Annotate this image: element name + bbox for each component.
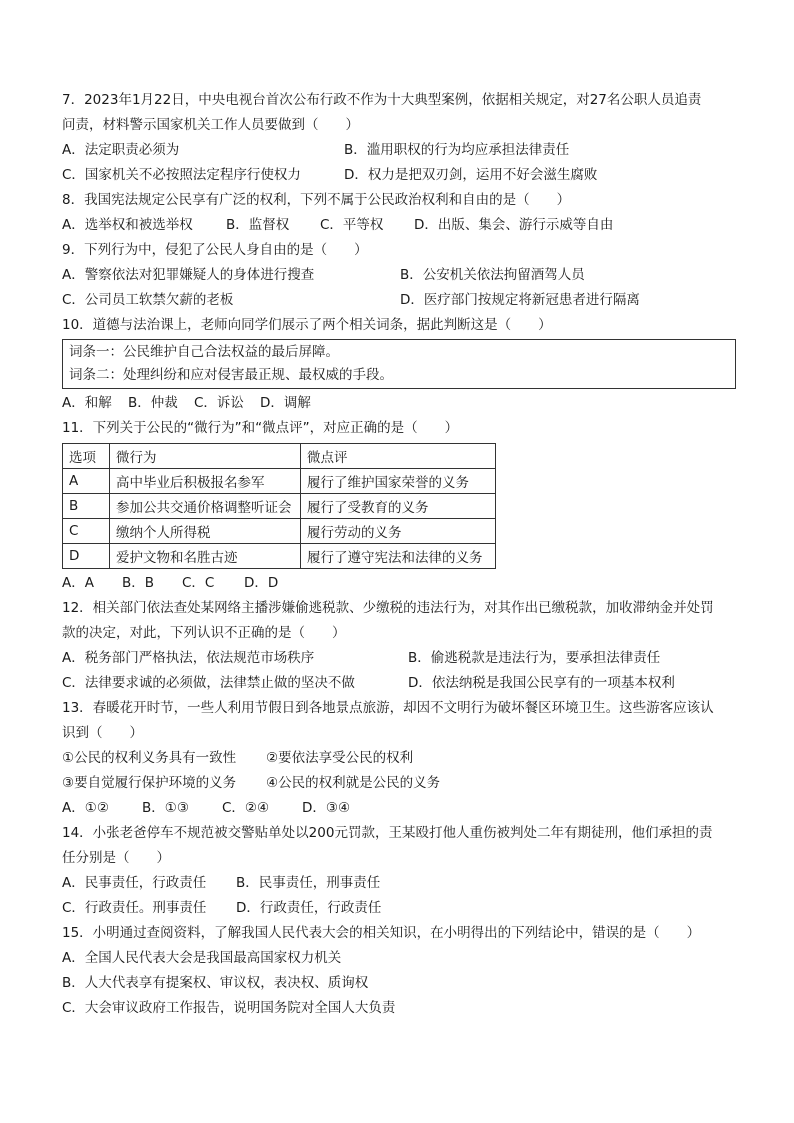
definition-entry: 词条一：公民维护自己合法权益的最后屏障。 <box>69 344 339 360</box>
option-c: C．平等权 <box>320 217 384 233</box>
option-row <box>62 391 742 416</box>
option-b: B．滥用职权的行为均应承担法律责任 <box>344 142 570 158</box>
statement-row <box>62 746 742 771</box>
question-stem: 10．道德与法治课上，老师向同学们展示了两个相关词条，据此判断这是（ ） <box>62 317 552 333</box>
statement-2: ②要依法享受公民的权利 <box>266 750 414 766</box>
table-cell: A <box>63 469 110 494</box>
table-row <box>63 494 496 519</box>
option-b: B．民事责任，刑事责任 <box>236 875 381 891</box>
option-c: C．法律要求诚的必须做，法律禁止做的坚决不做 <box>62 675 355 691</box>
option-c: C．②④ <box>222 800 270 816</box>
option-a: A．民事责任，行政责任 <box>62 875 207 891</box>
question-stem: 9．下列行为中，侵犯了公民人身自由的是（ ） <box>62 242 368 258</box>
table-cell: B <box>63 494 110 519</box>
option-a: A．A <box>62 575 94 591</box>
table-cell: 高中毕业后积极报名参军 <box>110 469 301 494</box>
question-stem: 识到（ ） <box>62 725 143 741</box>
option-d: D．医疗部门按规定将新冠患者进行隔离 <box>400 292 640 308</box>
statement-4: ④公民的权利就是公民的义务 <box>266 775 441 791</box>
table-row <box>63 519 496 544</box>
statement-1: ①公民的权利义务具有一致性 <box>62 750 237 766</box>
question-stem: 8．我国宪法规定公民享有广泛的权利，下列不属于公民政治权利和自由的是（ ） <box>62 192 571 208</box>
option-b: B．①③ <box>142 800 189 816</box>
option-row <box>62 571 742 596</box>
option-row <box>62 288 742 313</box>
option-a: A．法定职责必须为 <box>62 142 180 158</box>
table-cell: 履行了遵守宪法和法律的义务 <box>301 544 496 569</box>
option-b: B．仲裁 <box>128 395 178 411</box>
option-b: B．公安机关依法拘留酒驾人员 <box>400 267 585 283</box>
question-13 <box>62 696 742 821</box>
question-14 <box>62 821 742 921</box>
question-stem: 任分别是（ ） <box>62 850 170 866</box>
option-d: D．调解 <box>260 395 311 411</box>
option-c: C．国家机关不必按照法定程序行使权力 <box>62 167 301 183</box>
table-cell: 参加公共交通价格调整听证会 <box>110 494 301 519</box>
option-a: A．和解 <box>62 395 112 411</box>
option-c: C．大会审议政府工作报告，说明国务院对全国人大负责 <box>62 1000 396 1016</box>
table-cell: 履行了维护国家荣誉的义务 <box>301 469 496 494</box>
table-header-row <box>63 444 496 469</box>
question-12 <box>62 596 742 696</box>
question-stem: 15．小明通过查阅资料，了解我国人民代表大会的相关知识，在小明得出的下列结论中，错误的是（ ） <box>62 925 701 941</box>
question-stem: 款的决定，对此，下列认识不正确的是（ ） <box>62 625 346 641</box>
table-header: 微点评 <box>301 444 496 469</box>
option-d: D．出版、集会、游行示威等自由 <box>414 217 614 233</box>
option-row <box>62 263 742 288</box>
comparison-table <box>62 443 496 569</box>
option-c: C．诉讼 <box>194 395 244 411</box>
question-8 <box>62 188 742 238</box>
statement-3: ③要自觉履行保护环境的义务 <box>62 775 237 791</box>
question-7 <box>62 88 742 188</box>
option-row <box>62 646 742 671</box>
question-stem: 12．相关部门依法查处某网络主播涉嫌偷逃税款、少缴税的违法行为，对其作出已缴税款，加收滞纳金并处罚 <box>62 600 714 616</box>
question-stem: 11．下列关于公民的“微行为”和“微点评”，对应正确的是（ ） <box>62 420 459 436</box>
option-c: C．行政责任。刑事责任 <box>62 900 207 916</box>
option-row <box>62 796 742 821</box>
table-header: 选项 <box>63 444 110 469</box>
question-10 <box>62 313 742 416</box>
option-a: A．警察依法对犯罪嫌疑人的身体进行搜查 <box>62 267 315 283</box>
question-stem: 13．春暖花开时节，一些人利用节假日到各地景点旅游，却因不文明行为破坏餐区环境卫生。这些游客应该认 <box>62 700 714 716</box>
option-d: D．③④ <box>302 800 351 816</box>
question-stem: 14．小张老爸停车不规范被交警贴单处以200元罚款，王某殴打他人重伤被判处二年有期徒刑，他们承担的责 <box>62 825 713 841</box>
option-a: A．选举权和被选举权 <box>62 217 193 233</box>
question-15 <box>62 921 742 1021</box>
option-b: B．人大代表享有提案权、审议权，表决权、质询权 <box>62 975 369 991</box>
option-b: B．偷逃税款是违法行为，要承担法律责任 <box>408 650 661 666</box>
option-row <box>62 671 742 696</box>
option-d: D．行政责任，行政责任 <box>236 900 382 916</box>
definition-box <box>62 339 736 389</box>
option-c: C．公司员工软禁欠薪的老板 <box>62 292 234 308</box>
question-stem: 7．2023年1月22日，中央电视台首次公布行政不作为十大典型案例，依据相关规定，对27名公职人员追责 <box>62 92 702 108</box>
option-b: B．B <box>122 575 155 591</box>
question-11 <box>62 416 742 596</box>
question-9 <box>62 238 742 313</box>
table-cell: C <box>63 519 110 544</box>
table-cell: 爱护文物和名胜古迹 <box>110 544 301 569</box>
option-b: B．监督权 <box>226 217 290 233</box>
table-header: 微行为 <box>110 444 301 469</box>
exam-page <box>62 88 742 1021</box>
table-cell: D <box>63 544 110 569</box>
statement-row <box>62 771 742 796</box>
option-row <box>62 163 742 188</box>
option-row <box>62 138 742 163</box>
table-row <box>63 544 496 569</box>
table-cell: 缴纳个人所得税 <box>110 519 301 544</box>
option-a: A．全国人民代表大会是我国最高国家权力机关 <box>62 950 342 966</box>
option-row <box>62 871 742 896</box>
option-d: D．权力是把双刃剑，运用不好会滋生腐败 <box>344 167 598 183</box>
option-row <box>62 213 742 238</box>
option-a: A．①② <box>62 800 109 816</box>
table-cell: 履行劳动的义务 <box>301 519 496 544</box>
option-a: A．税务部门严格执法，依法规范市场秩序 <box>62 650 315 666</box>
question-stem: 问责，材料警示国家机关工作人员要做到（ ） <box>62 117 359 133</box>
table-row <box>63 469 496 494</box>
option-d: D．D <box>244 575 279 591</box>
option-d: D．依法纳税是我国公民享有的一项基本权利 <box>408 675 675 691</box>
option-c: C．C <box>182 575 215 591</box>
table-cell: 履行了受教育的义务 <box>301 494 496 519</box>
option-row <box>62 896 742 921</box>
definition-entry: 词条二：处理纠纷和应对侵害最正规、最权威的手段。 <box>69 367 393 383</box>
